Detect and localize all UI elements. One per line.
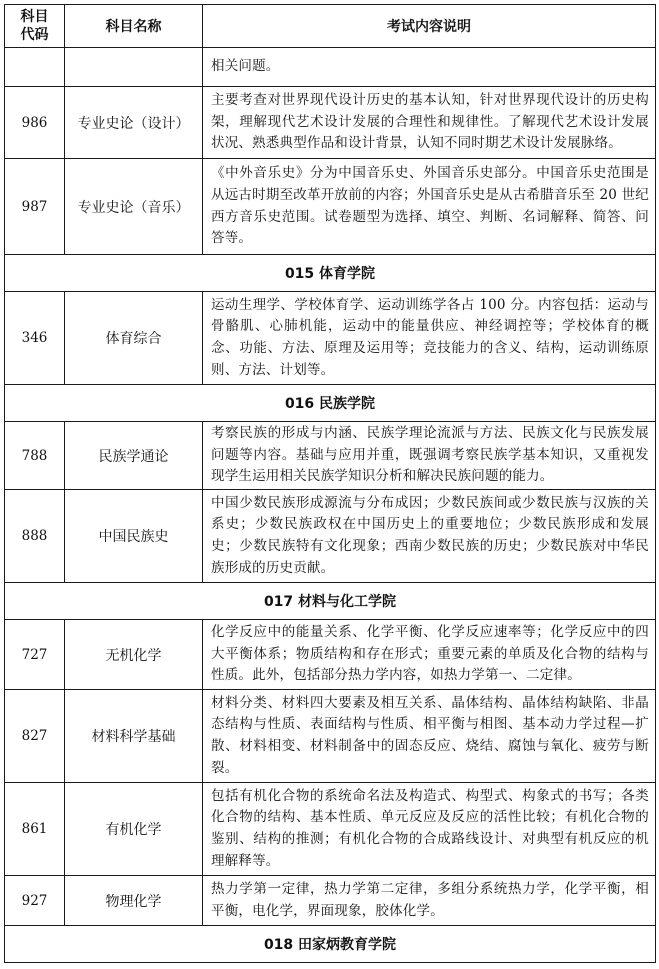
subject-code: 346 [5, 292, 65, 385]
exam-description: 化学反应中的能量关系、化学平衡、化学反应速率等；化学反应中的四大平衡体系；物质结构和存在形式；重要元素的单质及化合物的结构与性质。此外，包括部分热力学内容，如热力学第一、二定律。 [203, 620, 656, 690]
header-exam-description: 考试内容说明 [203, 5, 656, 48]
subject-code: 827 [5, 690, 65, 783]
subject-code: 861 [5, 783, 65, 876]
subject-code: 888 [5, 490, 65, 583]
subject-code [5, 48, 65, 87]
subject-name [65, 48, 203, 87]
exam-description: 包括有机化合物的系统命名法及构造式、构型式、构象式的书写；各类化合物的结构、基本性质、单元反应及反应的活性比较；有机化合物的鉴别、结构的推测；有机化合物的合成路线设计、对典型有机反应的机理解释等。 [203, 783, 656, 876]
section-title: 016 民族学院 [5, 385, 656, 422]
exam-description: 材料分类、材料四大要素及相互关系、晶体结构、晶体结构缺陷、非晶态结构与性质、表面结构与性质、相平衡与相图、基本动力学过程—扩散、材料相变、材料制备中的固态反应、烧结、腐蚀与氧化、疲劳与断裂。 [203, 690, 656, 783]
exam-description: 热力学第一定律，热力学第二定律，多组分系统热力学，化学平衡，相平衡，电化学，界面现象，胶体化学。 [203, 876, 656, 926]
section-row [5, 255, 656, 292]
subject-name: 物理化学 [65, 876, 203, 926]
subject-row [5, 876, 656, 926]
subject-code: 986 [5, 87, 65, 159]
subject-name: 专业史论（音乐） [65, 159, 203, 255]
subject-row [5, 48, 656, 87]
exam-description: 《中外音乐史》分为中国音乐史、外国音乐史部分。中国音乐史范围是从远古时期至改革开放前的内容；外国音乐史是从古希腊音乐至 20 世纪西方音乐史范围。试卷题型为选择、填空、判断、名词解释、简答、问答等。 [203, 159, 656, 255]
subject-name: 无机化学 [65, 620, 203, 690]
table-body [5, 48, 656, 963]
subject-name: 体育综合 [65, 292, 203, 385]
section-row [5, 926, 656, 963]
subject-code: 987 [5, 159, 65, 255]
exam-subject-table [4, 4, 656, 963]
section-title: 015 体育学院 [5, 255, 656, 292]
exam-description: 中国少数民族形成源流与分布成因；少数民族间或少数民族与汉族的关系史；少数民族政权在中国历史上的重要地位；少数民族形成和发展史；少数民族特有文化现象；西南少数民族的历史；少数民族对中华民族形成的历史贡献。 [203, 490, 656, 583]
exam-description: 考察民族的形成与内涵、民族学理论流派与方法、民族文化与民族发展问题等内容。基础与应用并重，既强调考察民族学基本知识，又重视发现学生运用相关民族学知识分析和解决民族问题的能力。 [203, 422, 656, 490]
section-row [5, 385, 656, 422]
exam-description: 相关问题。 [203, 48, 656, 87]
table-header-row [5, 5, 656, 48]
section-title: 017 材料与化工学院 [5, 583, 656, 620]
subject-name: 有机化学 [65, 783, 203, 876]
header-subject-name: 科目名称 [65, 5, 203, 48]
section-row [5, 583, 656, 620]
subject-row [5, 490, 656, 583]
exam-description: 运动生理学、学校体育学、运动训练学各占 100 分。内容包括：运动与骨骼肌、心肺机能，运动中的能量供应、神经调控等；学校体育的概念、功能、方法、原理及运用等；竞技能力的含义、结构，运动训练原则、方法、计划等。 [203, 292, 656, 385]
subject-row [5, 87, 656, 159]
exam-description: 主要考查对世界现代设计历史的基本认知，针对世界现代设计的历史构架，理解现代艺术设计发展的合理性和规律性。了解现代艺术设计发展状况、熟悉典型作品和设计背景，认知不同时期艺术设计发展脉络。 [203, 87, 656, 159]
subject-row [5, 159, 656, 255]
subject-code: 727 [5, 620, 65, 690]
subject-name: 中国民族史 [65, 490, 203, 583]
subject-name: 民族学通论 [65, 422, 203, 490]
subject-code: 927 [5, 876, 65, 926]
subject-row [5, 620, 656, 690]
subject-name: 专业史论（设计） [65, 87, 203, 159]
subject-row [5, 690, 656, 783]
section-title: 018 田家炳教育学院 [5, 926, 656, 963]
subject-row [5, 422, 656, 490]
subject-name: 材料科学基础 [65, 690, 203, 783]
subject-row [5, 783, 656, 876]
subject-row [5, 292, 656, 385]
header-subject-code: 科目 代码 [5, 5, 65, 48]
subject-code: 788 [5, 422, 65, 490]
